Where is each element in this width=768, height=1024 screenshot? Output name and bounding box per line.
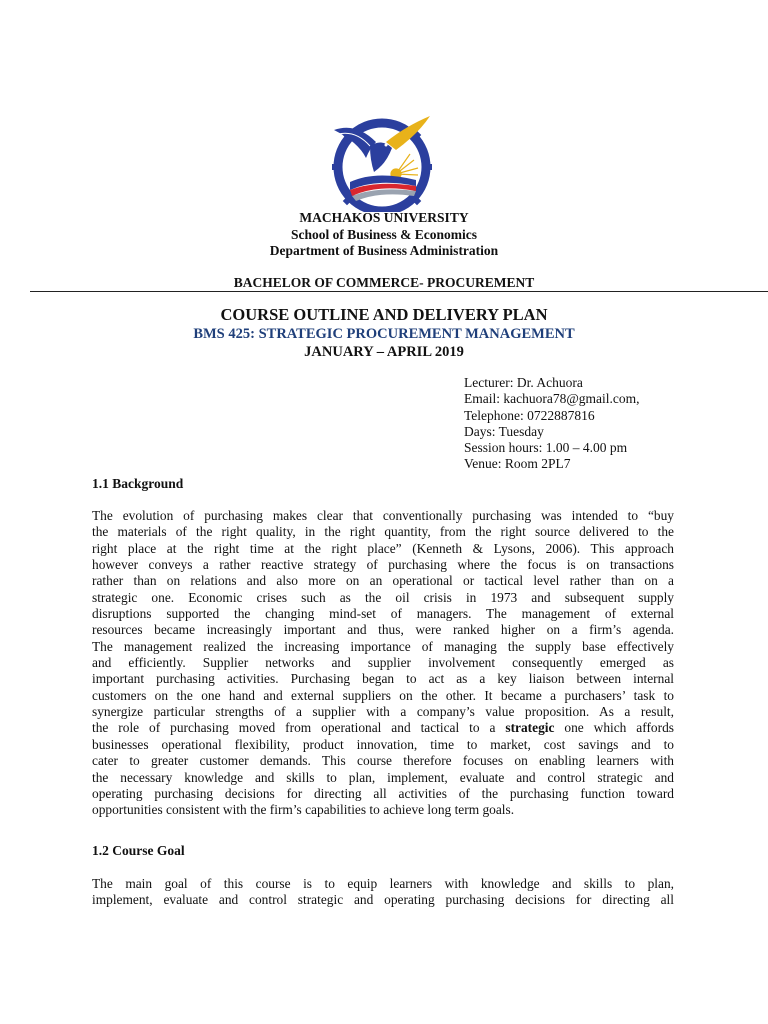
course-code: BMS 425: STRATEGIC PROCUREMENT MANAGEMENT [193, 326, 575, 342]
paragraph-line: implement, evaluate and control strategic and operating purchasing decisions for directing all [92, 892, 674, 908]
paragraph-line: The main goal of this course is to equip learners with knowledge and skills to plan, [92, 876, 674, 891]
paragraph-line: opportunities consistent with the firm’s capabilities to achieve long term goals. [92, 802, 515, 818]
background-paragraph [92, 508, 674, 819]
session-days: Days: Tuesday [464, 423, 544, 439]
line-end: one which affords [554, 720, 674, 736]
line-start: the role of purchasing moved from operational and tactical to a [92, 720, 506, 736]
lecturer-telephone: Telephone: 0722887816 [464, 407, 595, 423]
paragraph-line: customers on the one hand and external suppliers on the other. It became a purchasers’ task to [92, 687, 674, 703]
paragraph-line: The evolution of purchasing makes clear that conventionally purchasing was intended to “buy [92, 508, 674, 523]
paragraph-line: cater to greater customer demands. This course therefore focuses on enabling learners with [92, 753, 674, 769]
background-heading: 1.1 Background [92, 476, 184, 491]
paragraph-line: right place at the right time at the right place” (Kenneth & Lysons, 2006). This approach [92, 540, 674, 556]
paragraph-line-mixed [92, 720, 674, 736]
paragraph-line: the necessary knowledge and skills to plan, implement, evaluate and control strategic and [92, 769, 674, 785]
school-name: School of Business & Economics [290, 227, 478, 242]
paragraph-line: rather than on relations and also more on an operational or tactical level rather than on a [92, 573, 674, 589]
goal-heading: 1.2 Course Goal [92, 843, 185, 858]
paragraph-line: The management realized the increasing importance of managing the supply base effectively [92, 638, 674, 654]
goal-paragraph [92, 876, 674, 909]
paragraph-line: however conveys a rather reactive strategy of purchasing where the focus is on transactions [92, 557, 674, 573]
department-name: Department of Business Administration [269, 243, 499, 258]
paragraph-line: synergize particular strengths of a supplier with a company’s value proposition. As a result, [92, 704, 674, 720]
lecturer-email: Email: kachuora78@gmail.com, [464, 391, 640, 407]
lecturer-name: Lecturer: Dr. Achuora [464, 375, 583, 390]
university-logo [326, 112, 442, 212]
paragraph-line: resources became increasingly important and thus, were ranked higher on a firm’s agenda. [92, 622, 674, 638]
session-hours: Session hours: 1.00 – 4.00 pm [464, 440, 628, 456]
bold-strategic: strategic [505, 720, 555, 736]
paragraph-line: strategic one. Economic crises such as the oil crisis in 1973 and subsequent supply [92, 589, 674, 605]
paragraph-line: and efficiently. Supplier networks and supplier involvement consequently emerged as [92, 655, 674, 671]
paragraph-line: businesses operational flexibility, product innovation, time to market, cost savings and to [92, 736, 674, 752]
university-name: MACHAKOS UNIVERSITY [299, 210, 469, 225]
paragraph-line: disruptions supported the changing mind-set of managers. The management of external [92, 606, 674, 622]
paragraph-line: important purchasing activities. Purchasing began to act as a key liaison between internal [92, 671, 674, 687]
lecturer-info [464, 375, 640, 473]
programme-name: BACHELOR OF COMMERCE- PROCUREMENT [233, 275, 535, 290]
paragraph-line: the materials of the right quality, in the right quantity, from the right source delivered to the [92, 524, 674, 540]
course-term: JANUARY – APRIL 2019 [304, 344, 464, 360]
document-title: COURSE OUTLINE AND DELIVERY PLAN [220, 305, 548, 324]
horizontal-divider [30, 291, 768, 292]
paragraph-line: operating purchasing decisions for directing all activities of the purchasing function toward [92, 785, 674, 801]
session-venue: Venue: Room 2PL7 [464, 456, 571, 472]
